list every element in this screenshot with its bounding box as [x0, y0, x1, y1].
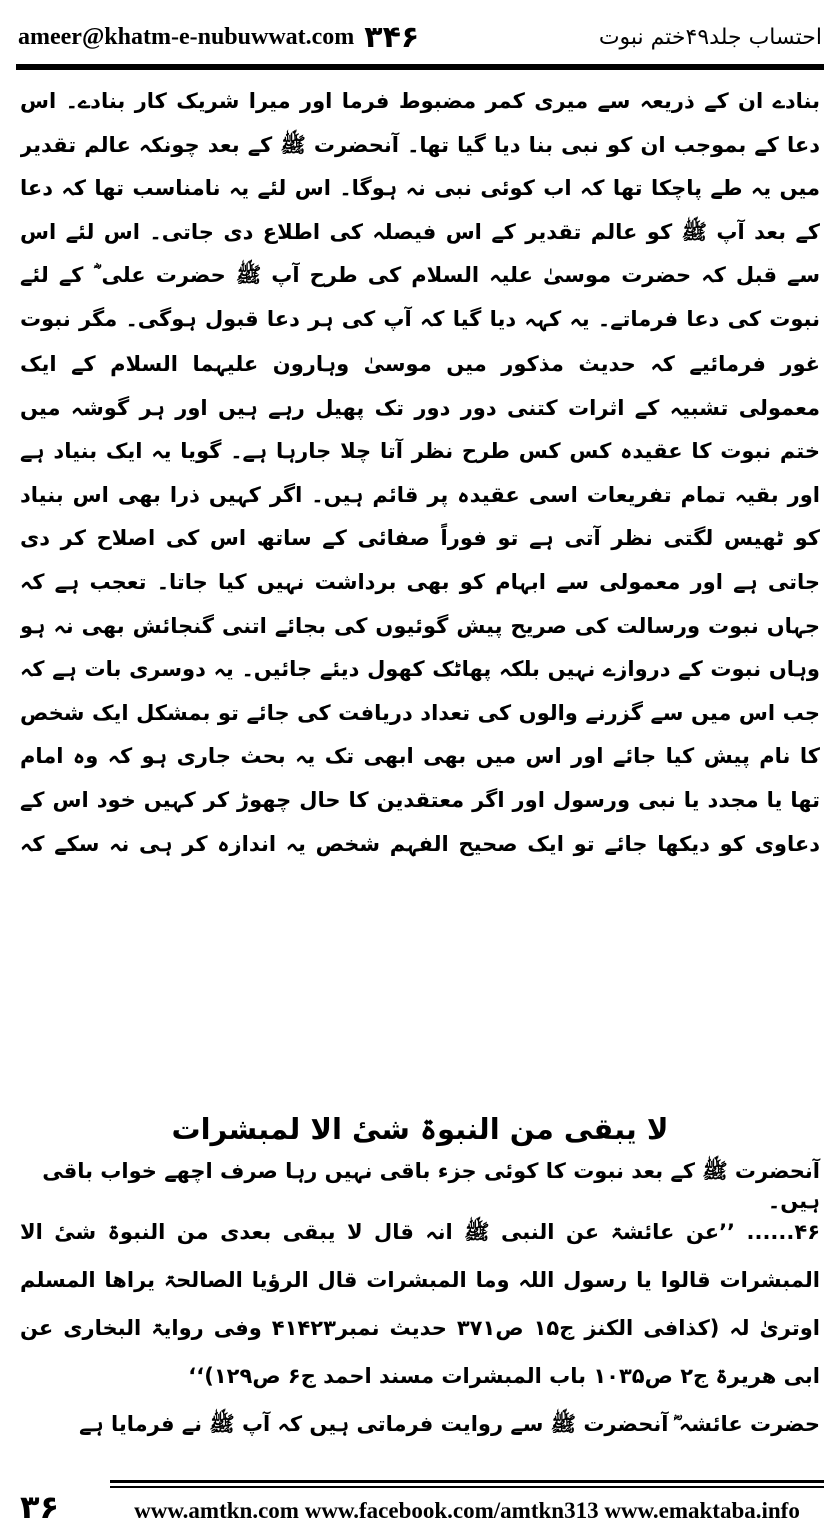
page-header — [18, 12, 822, 62]
hadith-text: ’’عن عائشۃ عن النبی ﷺ انہ قال لا یبقی بعدی من النبوۃ شیٔ الا المبشرات قالوا یا رسول اللہ وما المبشرات قال الرؤیا الصالحۃ یراھا المسلم اوتریٰ لہ (کذافی الکنز ج۱۵ ص۳۷۱ حدیث نمبر۴۱۴۲۳ وفی روایۃ البخاری عن ابی ھریرۃ ج۲ ص۱۰۳۵ باب المبشرات مسند احمد ج۶ ص۱۲۹)‘‘ — [20, 1220, 820, 1388]
footer-page-number: ۳۶ — [20, 1488, 60, 1526]
translation-start: حضرت عائشہ ؓ آنحضرت ﷺ سے روایت فرماتی ہیں کہ آپ ﷺ نے فرمایا ہے — [79, 1412, 820, 1436]
section-subheading: آنحضرت ﷺ کے بعد نبوت کا کوئی جزء باقی نہیں رہا صرف اچھے خواب باقی ہیں۔ — [42, 1159, 820, 1213]
hadith-number: ۴۶...... — [746, 1220, 820, 1244]
hadith-paragraph — [20, 1208, 820, 1400]
footer-websites: www.amtkn.com www.facebook.com/amtkn313 www.emaktaba.info — [134, 1498, 800, 1523]
header-page-number: ۳۴۶ — [364, 19, 420, 55]
header-book-title: احتساب جلد۴۹ختم نبوت — [598, 24, 822, 50]
header-email: ameer@khatm-e-nubuwwat.com — [18, 23, 355, 50]
paragraph-1: بنادے ان کے ذریعہ سے میری کمر مضبوط فرما اور میرا شریک کار بنادے۔ اس دعا کے بموجب ان کو نبی بنا دیا گیا تھا۔ آنحضرت ﷺ کے بعد چونکہ عالم تقدیر میں یہ طے پاچکا تھا کہ اب کوئی نبی نہ ہوگا۔ اس لئے یہ نامناسب تھا کہ دعا کے بعد آپ ﷺ کو عالم تقدیر کے اس فیصلہ کی اطلاع دی جاتی۔ اس لئے اس سے قبل کہ حضرت موسیٰ علیہ السلام کی طرح آپ ﷺ حضرت علی ؓ کے لئے نبوت کی دعا فرماتے۔ یہ کہہ دیا گیا کہ آپ کی ہر دعا قبول ہوگی۔ مگر نبوت — [20, 89, 820, 331]
section-heading: لا یبقی من النبوۃ شیٔ الا لمبشرات — [171, 1112, 669, 1146]
hadith-block — [20, 1208, 820, 1460]
header-left — [18, 20, 419, 55]
footer-rule — [110, 1480, 824, 1483]
footer-rule-thin — [110, 1486, 824, 1488]
paragraph-2: غور فرمائیے کہ حدیث مذکور میں موسیٰ وہارون علیہما السلام کے ایک معمولی تشبیہ کے اثرات کتنی دور دور تک پھیل رہے ہیں اور ہر گوشہ میں ختم نبوت کا عقیدہ کس کس طرح نظر آتا چلا جارہا ہے۔ گویا یہ ایک بنیاد ہے اور بقیہ تمام تفریعات اسی عقیدہ پر قائم ہیں۔ اگر کہیں ذرا بھی اس بنیاد کو ٹھیس لگتی نظر آتی ہے تو فوراً صفائی کے ساتھ اس کی اصلاح کر دی جاتی ہے اور معمولی سے ابہام کو بھی برداشت نہیں کیا جاتا۔ تعجب ہے کہ جہاں نبوت ورسالت کی صریح پیش گوئیوں کی بجائے اتنی گنجائش بھی نہ ہو وہاں نبوت کے دروازے نہیں بلکہ پھاٹک کھول دیئے جائیں۔ یہ دوسری بات ہے کہ جب اس میں سے گزرنے والوں کی تعداد دریافت کی جائے تو بمشکل ایک شخص کا نام پیش کیا جائے اور اس میں بھی ابھی تک یہ بحث جاری ہو کہ وہ امام تھا یا مجدد یا نبی ورسول اور اگر معتقدین کا حال چھوڑ کر کہیں خود اس کے دعاوی کو دیکھا جائے تو ایک صحیح الفہم شخص یہ اندازہ کر ہی نہ سکے کہ — [20, 352, 820, 856]
body-text — [20, 80, 820, 867]
header-rule — [16, 64, 824, 70]
